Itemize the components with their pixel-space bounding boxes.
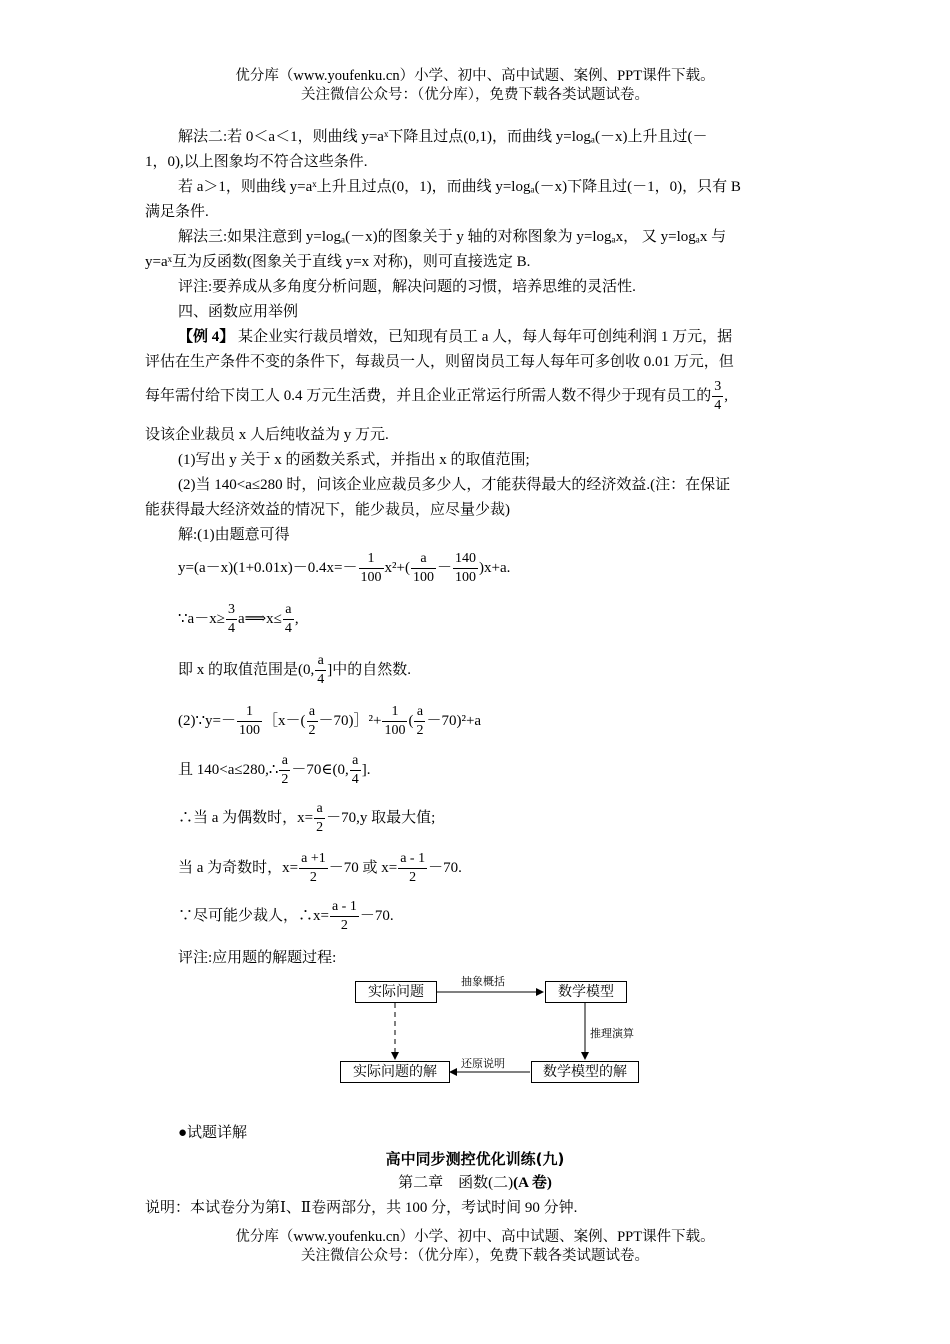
fraction-3-4-b: $\frac{3}{4}$ — [227, 602, 235, 636]
test-subtitle-chapter: 第二章 函数(二) — [398, 1175, 514, 1191]
fraction-a-2: $\frac{a}{2}$ — [308, 704, 316, 738]
fraction-1-100-c: $\frac{1}{100}$ — [384, 704, 406, 738]
test-subtitle — [0, 1173, 950, 1193]
fraction-a-2-c: $\frac{a}{2}$ — [281, 753, 289, 787]
method2-line-2: 1，0),以上图象均不符合这些条件. — [145, 154, 368, 170]
example4-line-2: 评估在生产条件不变的条件下，每裁员一人，则留岗员工每人每年可多创收 0.01 万元，但 — [145, 354, 734, 370]
solution-inequality: ∵a－x≥ $\frac{3}{4}$ a⟹x≤ $\frac{a}{4}$ , — [178, 602, 299, 636]
solution-intro: 解:(1)由题意可得 — [178, 527, 290, 543]
method3-line-1: 解法三:如果注意到 y=logₐ(－x)的图象关于 y 轴的对称图象为 y=logₐx， 又 y=logₐx 与 — [178, 229, 727, 245]
fraction-a-100: $\frac{a}{100}$ — [412, 551, 434, 585]
example4-text-3: 每年需付给下岗工人 0.4 万元生活费，并且企业正常运行所需人数不得少于现有员工的 — [145, 387, 712, 404]
label-restore: 还原说明 — [461, 1057, 505, 1070]
fraction-a-4-b: $\frac{a}{4}$ — [317, 653, 325, 687]
question-1: (1)写出 y 关于 x 的函数关系式，并指出 x 的取值范围; — [178, 452, 530, 468]
question-2-line-2: 能获得最大经济效益的情况下，能少裁员，应尽量少裁) — [145, 502, 510, 518]
example4-line-4: 设该企业裁员 x 人后纯收益为 y 万元. — [145, 427, 389, 443]
test-subtitle-volume: (A 卷) — [513, 1175, 552, 1191]
method2-line-4: 满足条件. — [145, 204, 209, 220]
fraction-1-100: $\frac{1}{100}$ — [360, 551, 382, 585]
method2-line-3: 若 a＞1，则曲线 y=aˣ上升且过点(0，1)，而曲线 y=logₐ(－x)下降且过(－1，0)，只有 B — [178, 179, 741, 195]
solution-bound: 且 140<a≤280,∴ $\frac{a}{2}$ －70∈(0, $\frac{a}{4}$ ]. — [178, 753, 371, 787]
solution-odd-case: 当 a 为奇数时，x= $\frac{a +1}{2}$ －70 或 x= $\frac{a - 1}{2}$ －70. — [178, 851, 462, 885]
fraction-a-2-d: $\frac{a}{2}$ — [316, 801, 324, 835]
page-footer-line-1: 优分库（www.youfenku.cn）小学、初中、高中试题、案例、PPT课件下载。 — [235, 1229, 715, 1245]
label-abstract: 抽象概括 — [461, 975, 505, 988]
test-note: 说明：本试卷分为第Ⅰ、Ⅱ卷两部分，共 100 分，考试时间 90 分钟. — [145, 1200, 578, 1216]
fraction-a-4-c: $\frac{a}{4}$ — [351, 753, 359, 787]
solution-conclusion: ∵尽可能少裁人，∴x= $\frac{a - 1}{2}$ －70. — [178, 899, 394, 933]
example4-tag: 【例 4】 — [178, 329, 235, 345]
flow-box-math-model: 数学模型 — [545, 981, 627, 1003]
method2-line-1: 解法二:若 0＜a＜1，则曲线 y=aˣ下降且过点(0,1)，而曲线 y=logₐ(－x)上升且过(－ — [178, 129, 708, 145]
test-detail-heading: ●试题详解 — [178, 1125, 248, 1141]
example4-text-1: 某企业实行裁员增效，已知现有员工 a 人，每人每年可创纯利润 1 万元，据 — [234, 329, 733, 345]
fraction-140-100: $\frac{140}{100}$ — [455, 551, 476, 585]
test-title: 高中同步测控优化训练(九) — [385, 1150, 565, 1168]
page-header-line-1: 优分库（www.youfenku.cn）小学、初中、高中试题、案例、PPT课件下载。 — [235, 68, 715, 84]
fraction-a-minus-1-2-b: $\frac{a - 1}{2}$ — [331, 899, 357, 933]
page-header-line-2: 关注微信公众号：（优分库），免费下载各类试题试卷。 — [301, 87, 649, 103]
comment-1: 评注:要养成从多角度分析问题，解决问题的习惯，培养思维的灵活性. — [178, 279, 636, 295]
fraction-3-4: $\frac{3}{4}$ — [714, 379, 722, 413]
example4-line-3: 每年需付给下岗工人 0.4 万元生活费，并且企业正常运行所需人数不得少于现有员工的 $\frac{3}{4}$ , — [145, 379, 729, 413]
fraction-a-minus-1-2: $\frac{a - 1}{2}$ — [400, 851, 426, 885]
fraction-a-2-b: $\frac{a}{2}$ — [416, 704, 424, 738]
question-2-line-1: (2)当 140<a≤280 时，问该企业应裁员多少人，才能获得最大的经济效益.(注：在保证 — [178, 477, 731, 493]
flow-box-real-problem: 实际问题 — [355, 981, 437, 1003]
fraction-a-4: $\frac{a}{4}$ — [284, 602, 292, 636]
method3-line-2: y=aˣ互为反函数(图象关于直线 y=x 对称)，则可直接选定 B. — [145, 254, 531, 270]
fraction-1-100-b: $\frac{1}{100}$ — [239, 704, 260, 738]
solution-equation-2: (2)∵y=－ $\frac{1}{100}$ ［x－( $\frac{a}{2}$ －70)］²+ $\frac{1}{100}$ ( $\frac{a}{2}$ －70)²+a — [178, 704, 482, 738]
flow-box-real-solution: 实际问题的解 — [340, 1061, 450, 1083]
label-reason: 推理演算 — [590, 1027, 634, 1040]
flow-box-model-solution: 数学模型的解 — [531, 1061, 639, 1083]
comment-2: 评注:应用题的解题过程: — [178, 950, 337, 966]
solution-equation-1: y=(a－x)(1+0.01x)－0.4x=－ $\frac{1}{100}$ x²+( $\frac{a}{100}$ － $\frac{140}{100}$ )x+a. — [178, 551, 511, 585]
page-footer-line-2: 关注微信公众号：（优分库），免费下载各类试题试卷。 — [301, 1248, 649, 1264]
solution-range: 即 x 的取值范围是(0, $\frac{a}{4}$ ]中的自然数. — [178, 653, 411, 687]
section-heading-4: 四、函数应用举例 — [178, 304, 299, 320]
solution-even-case: ∴当 a 为偶数时，x= $\frac{a}{2}$ －70,y 取最大值; — [178, 801, 436, 835]
fraction-a-plus-1-2: $\frac{a +1}{2}$ — [301, 851, 326, 885]
